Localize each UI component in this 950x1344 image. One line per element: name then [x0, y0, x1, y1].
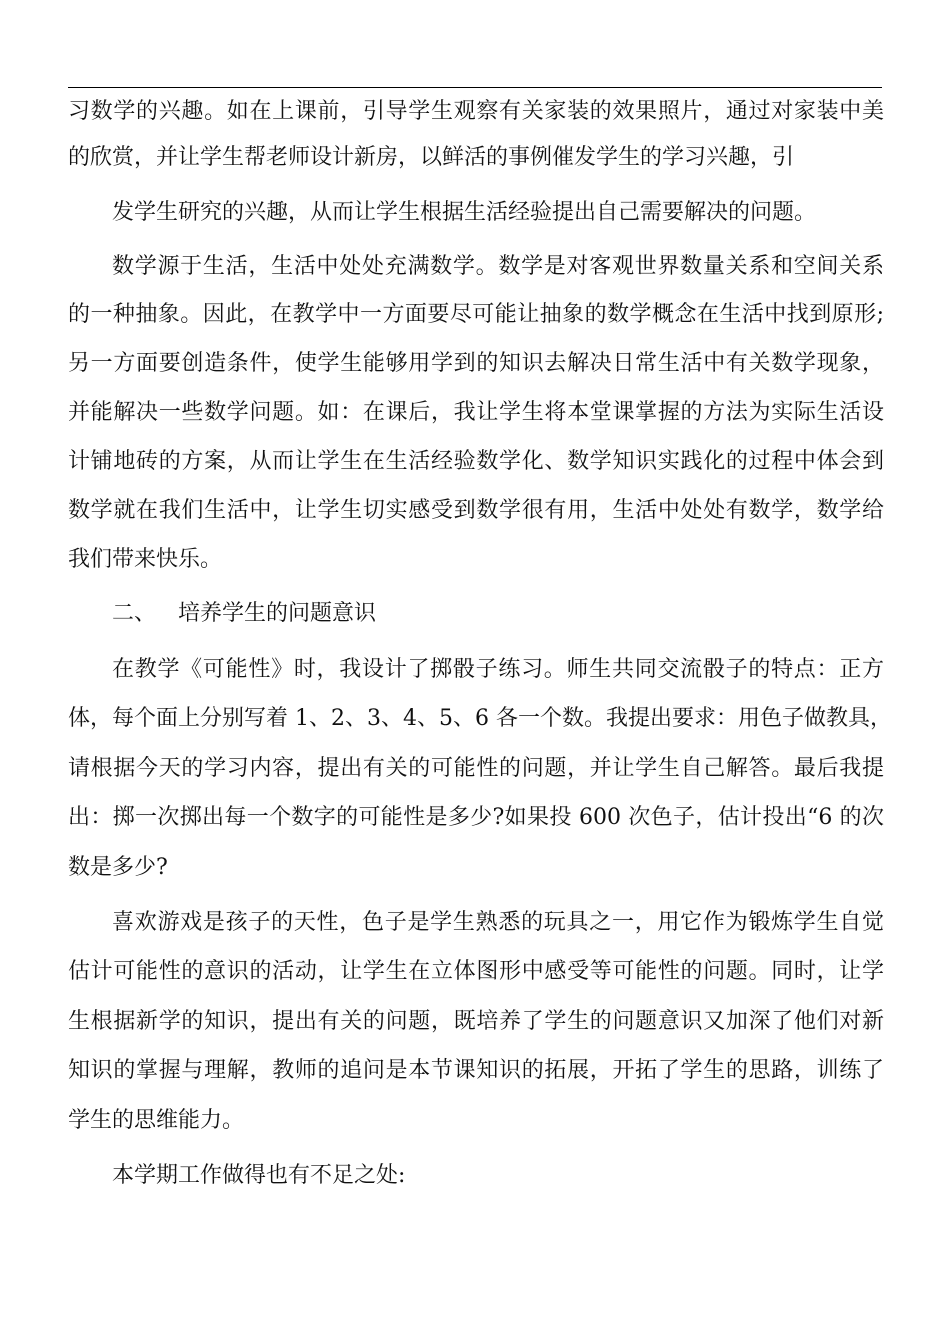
text-line: 出：掷一次掷出每一个数字的可能性是多少?如果投 600 次色子，估计投出“6 的次	[68, 805, 884, 830]
text-line: 数是多少?	[68, 855, 168, 880]
text-line: 本学期工作做得也有不足之处:	[112, 1163, 406, 1188]
text-line: 在教学《可能性》时，我设计了掷骰子练习。师生共同交流骰子的特点：正方	[112, 657, 884, 682]
text-line: 数学源于生活，生活中处处充满数学。数学是对客观世界数量关系和空间关系	[112, 254, 884, 279]
text-line: 请根据今天的学习内容，提出有关的可能性的问题，并让学生自己解答。最后我提	[68, 756, 884, 781]
text-line: 并能解决一些数学问题。如：在课后，我让学生将本堂课掌握的方法为实际生活设	[68, 400, 884, 425]
text-line: 的欣赏，并让学生帮老师设计新房，以鲜活的事例催发学生的学习兴趣，引	[68, 145, 795, 170]
section-number: 二、	[112, 601, 157, 626]
text-line: 体，每个面上分别写着 1、2、3、4、5、6 各一个数。我提出要求：用色子做教具，	[68, 706, 892, 731]
section-title: 培养学生的问题意识	[178, 601, 377, 626]
text-line: 数学就在我们生活中，让学生切实感受到数学很有用，生活中处处有数学，数学给	[68, 498, 884, 523]
text-line: 估计可能性的意识的活动，让学生在立体图形中感受等可能性的问题。同时，让学	[68, 959, 884, 984]
text-line: 发学生研究的兴趣，从而让学生根据生活经验提出自己需要解决的问题。	[112, 200, 817, 225]
text-line: 学生的思维能力。	[68, 1108, 245, 1133]
text-line: 计铺地砖的方案，从而让学生在生活经验数学化、数学知识实践化的过程中体会到	[68, 449, 884, 474]
text-line: 另一方面要创造条件，使学生能够用学到的知识去解决日常生活中有关数学现象，	[68, 351, 884, 376]
text-line: 喜欢游戏是孩子的天性，色子是学生熟悉的玩具之一，用它作为锻炼学生自觉	[112, 910, 884, 935]
section-heading	[68, 597, 376, 631]
header-rule	[68, 87, 882, 88]
text-line: 的一种抽象。因此，在教学中一方面要尽可能让抽象的数学概念在生活中找到原形;	[68, 302, 884, 327]
text-line: 我们带来快乐。	[68, 547, 223, 572]
text-line: 习数学的兴趣。如在上课前，引导学生观察有关家装的效果照片，通过对家装中美	[68, 99, 884, 124]
text-line: 生根据新学的知识，提出有关的问题，既培养了学生的问题意识又加深了他们对新	[68, 1009, 884, 1034]
text-line: 知识的掌握与理解，教师的追问是本节课知识的拓展，开拓了学生的思路，训练了	[68, 1058, 884, 1083]
